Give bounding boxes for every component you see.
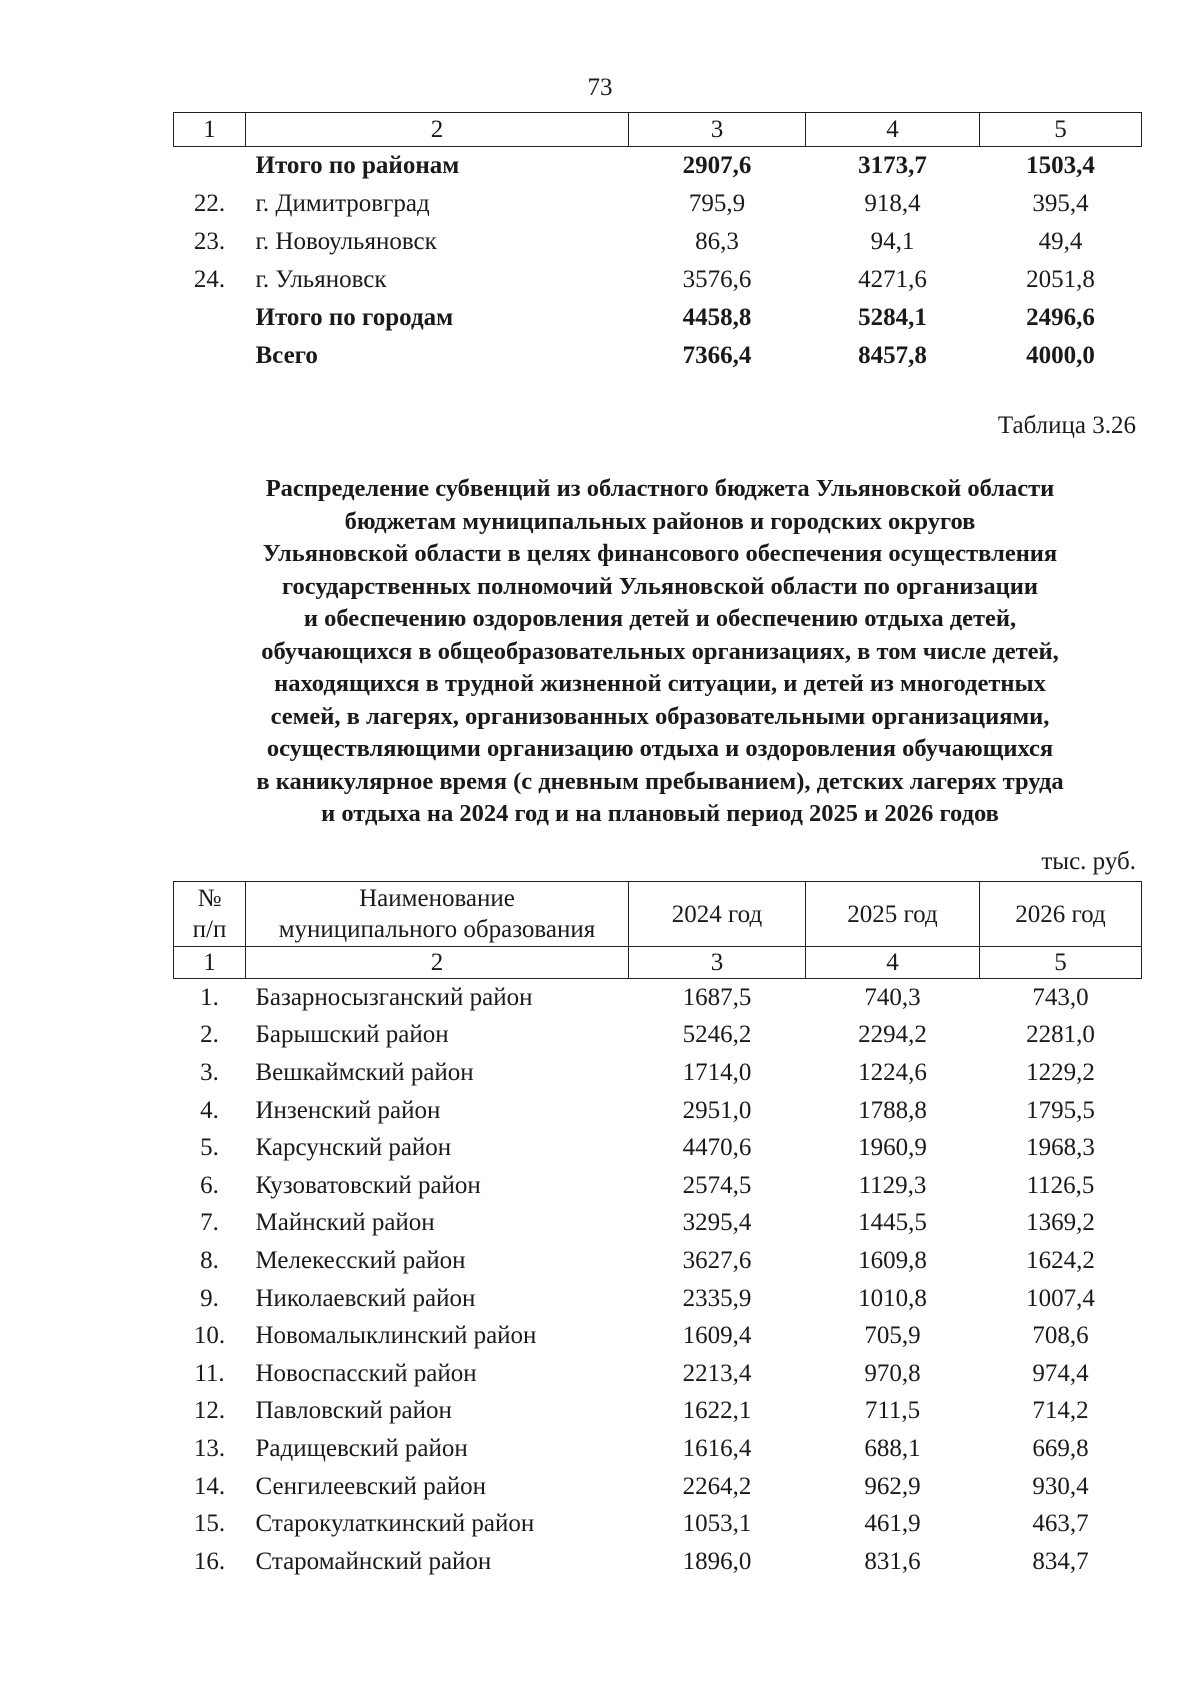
title-line: в каникулярное время (с дневным пребыванием), детских лагерях труда: [256, 767, 1064, 795]
table-row: [174, 1543, 1142, 1581]
row-value-2025: 970,8: [864, 1359, 921, 1387]
table-label: Таблица 3.26: [997, 412, 1136, 439]
row-value-2026: 2496,6: [1026, 304, 1095, 331]
row-value-2024: 2574,5: [682, 1171, 752, 1199]
row-number: 10.: [193, 1322, 226, 1350]
row-number: 9.: [200, 1284, 219, 1312]
row-number: 4.: [200, 1096, 219, 1124]
row-value-2025: 1788,8: [858, 1096, 927, 1124]
table-row: [174, 147, 1142, 186]
header-year-2026: 2026 год: [980, 882, 1142, 947]
table-row: [174, 1430, 1142, 1468]
row-number: 8.: [200, 1246, 219, 1274]
header-year-2025: 2025 год: [806, 882, 980, 947]
table-row: [174, 337, 1142, 375]
table-row: [174, 1167, 1142, 1205]
row-number: 23.: [193, 228, 226, 255]
row-name: Кузоватовский район: [255, 1171, 481, 1199]
row-value-2025: 831,6: [864, 1547, 921, 1575]
row-value-2024: 1622,1: [682, 1397, 752, 1425]
row-value-2024: 4470,6: [682, 1134, 752, 1162]
table-row: [174, 185, 1142, 223]
row-name: г. Новоульяновск: [255, 228, 437, 255]
row-name: Мелекесский район: [255, 1246, 466, 1274]
row-value-2024: 7366,4: [682, 342, 752, 369]
row-value-2025: 705,9: [864, 1322, 921, 1350]
column-number: 5: [980, 947, 1142, 979]
row-name: Радищевский район: [255, 1434, 468, 1462]
row-name: Карсунский район: [255, 1134, 452, 1162]
page-number: 73: [587, 74, 613, 101]
table-row: [174, 1205, 1142, 1243]
column-number: 5: [980, 113, 1142, 147]
table-row: [174, 1468, 1142, 1506]
row-value-2025: 1010,8: [858, 1284, 927, 1312]
title-line: Распределение субвенций из областного бюджета Ульяновской области: [265, 475, 1055, 502]
title-line: и обеспечению оздоровления детей и обеспечению отдыха детей,: [303, 605, 1017, 632]
row-value-2026: 49,4: [1038, 228, 1083, 255]
row-number: 6.: [200, 1171, 219, 1199]
table-row: [174, 1092, 1142, 1130]
row-value-2024: 3295,4: [682, 1209, 752, 1237]
row-value-2024: 2907,6: [682, 152, 752, 179]
row-value-2025: 1445,5: [858, 1209, 927, 1237]
table-row: [174, 261, 1142, 299]
row-value-2025: 94,1: [870, 228, 915, 255]
row-value-2025: 8457,8: [858, 342, 927, 369]
row-name: Итого по городам: [255, 304, 454, 331]
row-number: 3.: [200, 1058, 219, 1086]
title-line: семей, в лагерях, организованных образовательными организациями,: [270, 702, 1050, 730]
table-row: [174, 1280, 1142, 1318]
row-value-2026: 1503,4: [1026, 152, 1095, 179]
title-line: осуществляющими организацию отдыха и оздоровления обучающихся: [266, 735, 1054, 762]
row-value-2026: 930,4: [1032, 1472, 1089, 1500]
header-year-2024: 2024 год: [629, 882, 806, 947]
row-value-2025: 962,9: [864, 1472, 921, 1500]
row-number: 1.: [200, 983, 219, 1011]
header-num-line2: п/п: [192, 916, 227, 943]
row-name: Всего: [255, 342, 318, 369]
row-value-2026: 1795,5: [1026, 1096, 1095, 1124]
row-value-2025: 1960,9: [858, 1134, 927, 1162]
header-num-line1: №: [197, 885, 222, 912]
continuation-table: [173, 112, 1142, 375]
row-value-2026: 2051,8: [1026, 266, 1095, 293]
row-value-2025: 4271,6: [858, 266, 927, 293]
row-value-2025: 740,3: [864, 983, 921, 1011]
row-value-2026: 2281,0: [1026, 1021, 1095, 1049]
column-number: 1: [174, 113, 246, 147]
column-number-row: [174, 947, 1142, 979]
table-row: [174, 1355, 1142, 1393]
row-value-2026: 1126,5: [1026, 1171, 1095, 1199]
row-value-2026: 463,7: [1032, 1510, 1089, 1538]
header-num: [174, 882, 246, 947]
row-value-2024: 1053,1: [682, 1510, 752, 1538]
subvention-table: [173, 881, 1142, 1581]
row-value-2024: 2264,2: [682, 1472, 752, 1500]
column-number: 1: [174, 947, 246, 979]
row-number: 15.: [193, 1510, 226, 1538]
row-number: 12.: [193, 1397, 226, 1425]
row-value-2026: 1229,2: [1026, 1058, 1095, 1086]
row-name: Базарносызганский район: [255, 983, 533, 1011]
row-value-2024: 5246,2: [682, 1021, 752, 1049]
table-row: [174, 299, 1142, 337]
row-number: 13.: [193, 1434, 226, 1462]
table-header-row: [174, 882, 1142, 947]
row-name: Новоспасский район: [255, 1359, 477, 1387]
row-value-2026: 743,0: [1032, 983, 1089, 1011]
row-name: Сенгилеевский район: [255, 1472, 487, 1500]
row-number: [174, 337, 246, 375]
column-number-row: [174, 113, 1142, 147]
row-value-2025: 5284,1: [858, 304, 927, 331]
table-title: [140, 473, 1180, 831]
row-name: Николаевский район: [255, 1284, 476, 1312]
row-value-2024: 795,9: [688, 190, 746, 217]
table-row: [174, 1317, 1142, 1355]
table-row: [174, 223, 1142, 261]
table-row: [174, 1393, 1142, 1431]
row-value-2025: 1129,3: [858, 1171, 927, 1199]
row-number: 24.: [193, 266, 226, 293]
title-line: государственных полномочий Ульяновской области по организации: [282, 572, 1038, 600]
row-value-2024: 2951,0: [682, 1096, 752, 1124]
row-value-2025: 2294,2: [858, 1021, 927, 1049]
row-name: Новомалыклинский район: [255, 1322, 537, 1350]
title-line: и отдыха на 2024 год и на плановый период 2025 и 2026 годов: [321, 800, 999, 827]
header-name: [246, 882, 629, 947]
column-number: 4: [806, 113, 980, 147]
row-number: 5.: [200, 1134, 219, 1162]
table-row: [174, 1129, 1142, 1167]
row-value-2025: 461,9: [864, 1510, 921, 1538]
column-number: 4: [806, 947, 980, 979]
row-value-2026: 1007,4: [1026, 1284, 1095, 1312]
row-number: 2.: [200, 1021, 219, 1049]
row-value-2024: 86,3: [695, 228, 739, 255]
row-value-2026: 1624,2: [1026, 1246, 1095, 1274]
table-row: [174, 1242, 1142, 1280]
row-value-2025: 1609,8: [858, 1246, 927, 1274]
row-name: Старокулаткинский район: [255, 1510, 535, 1538]
column-number: 2: [246, 113, 629, 147]
table-row: [174, 1054, 1142, 1092]
header-name-line1: Наименование: [359, 885, 515, 912]
row-value-2024: 4458,8: [682, 304, 752, 331]
row-value-2025: 1224,6: [858, 1058, 927, 1086]
row-value-2024: 1609,4: [682, 1322, 752, 1350]
row-name: Майнский район: [255, 1209, 435, 1237]
row-value-2026: 1968,3: [1026, 1134, 1095, 1162]
row-value-2026: 714,2: [1032, 1397, 1089, 1425]
row-name: Старомайнский район: [255, 1547, 492, 1575]
row-value-2024: 1616,4: [682, 1434, 752, 1462]
row-value-2024: 2335,9: [682, 1284, 752, 1312]
row-value-2026: 395,4: [1032, 190, 1089, 217]
title-line: Ульяновской области в целях финансового обеспечения осуществления: [262, 540, 1058, 567]
table-row: [174, 1505, 1142, 1543]
row-value-2025: 918,4: [864, 190, 921, 217]
row-value-2026: 708,6: [1032, 1322, 1089, 1350]
row-value-2024: 1896,0: [682, 1547, 752, 1575]
row-value-2024: 1714,0: [682, 1058, 752, 1086]
table-row: [174, 979, 1142, 1017]
column-number: 3: [629, 947, 806, 979]
row-value-2024: 1687,5: [682, 983, 752, 1011]
row-number: 7.: [200, 1209, 219, 1237]
row-number: 16.: [193, 1547, 226, 1575]
row-value-2026: 834,7: [1032, 1547, 1089, 1575]
row-value-2026: 974,4: [1032, 1359, 1089, 1387]
header-name-line2: муниципального образования: [278, 916, 596, 943]
row-value-2024: 3627,6: [682, 1246, 752, 1274]
row-name: г. Ульяновск: [255, 266, 387, 293]
row-value-2024: 2213,4: [682, 1359, 752, 1387]
title-line: обучающихся в общеобразовательных организациях, в том числе детей,: [261, 637, 1059, 665]
row-value-2025: 3173,7: [858, 152, 927, 179]
title-line: бюджетам муниципальных районов и городских округов: [344, 507, 976, 535]
row-name: Итого по районам: [255, 152, 460, 179]
row-value-2026: 669,8: [1032, 1434, 1089, 1462]
row-name: Барышский район: [255, 1021, 449, 1049]
row-value-2025: 711,5: [864, 1397, 921, 1425]
row-number: [174, 299, 246, 337]
column-number: 2: [246, 947, 629, 979]
title-line: находящихся в трудной жизненной ситуации, и детей из многодетных: [274, 670, 1046, 697]
row-number: 11.: [194, 1359, 225, 1387]
row-name: г. Димитровград: [255, 190, 430, 217]
row-number: 14.: [193, 1472, 226, 1500]
row-value-2024: 3576,6: [682, 266, 752, 293]
unit-label: тыс. руб.: [1041, 848, 1136, 875]
row-name: Вешкаймский район: [255, 1058, 474, 1086]
column-number: 3: [629, 113, 806, 147]
row-value-2026: 1369,2: [1026, 1209, 1095, 1237]
row-value-2026: 4000,0: [1026, 342, 1095, 369]
row-value-2025: 688,1: [864, 1434, 921, 1462]
row-number: [174, 147, 246, 186]
row-number: 22.: [193, 190, 226, 217]
table-row: [174, 1017, 1142, 1055]
row-name: Павловский район: [255, 1397, 452, 1425]
row-name: Инзенский район: [255, 1096, 441, 1124]
